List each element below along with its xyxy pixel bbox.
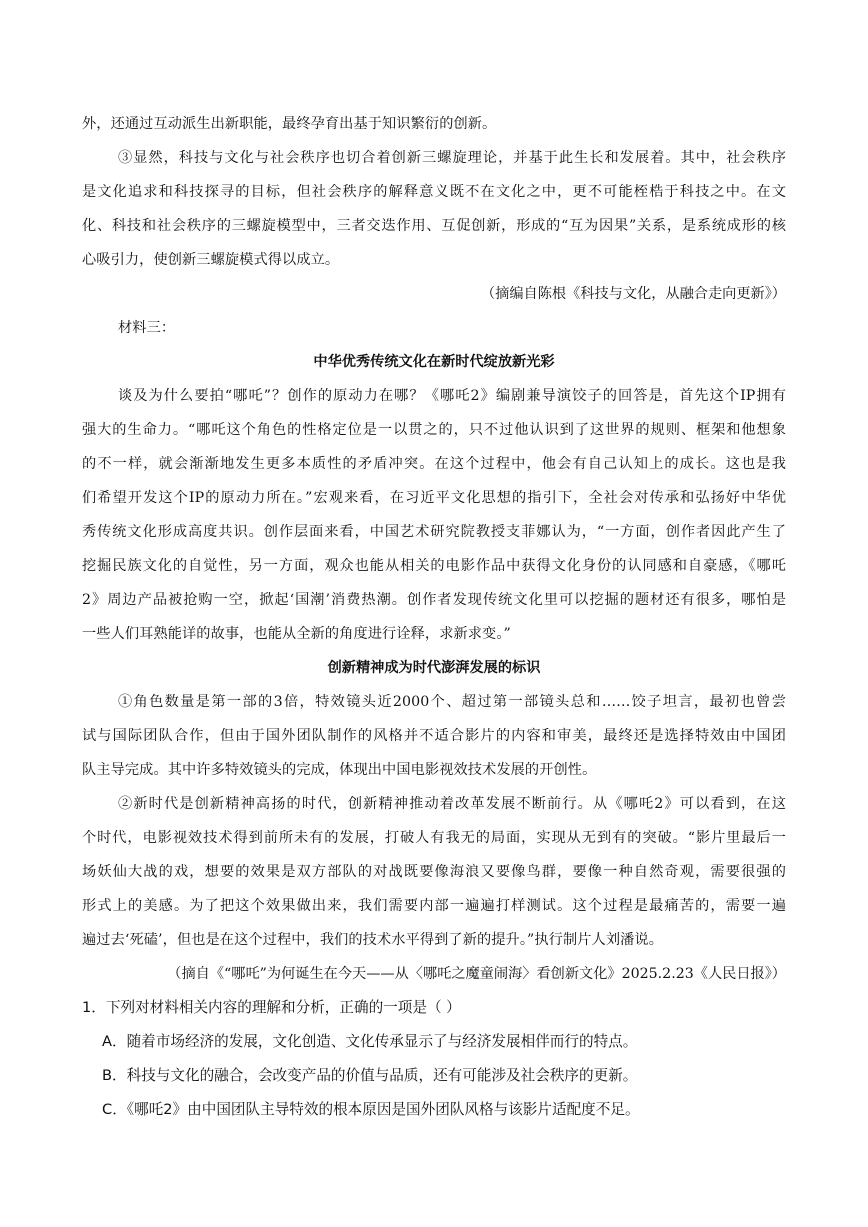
text-line: 形式上的美感。为了把这个效果做出来，我们需要内部一遍遍打样测试。这个过程是最痛苦的，需要一遍 <box>82 898 786 914</box>
text-line: 秀传统文化形成高度共识。创作层面来看，中国艺术研究院教授支菲娜认为，“一方面，创作者因此产生了 <box>82 524 786 540</box>
text-line: 场妖仙大战的戏，想要的效果是双方部队的对战既要像海浪又要像鸟群，要像一种自然奇观，需要很强的 <box>82 864 786 880</box>
section-heading: 创新精神成为时代澎湃发展的标识 <box>327 660 541 676</box>
text-line: 的不一样，就会渐渐地发生更多本质性的矛盾冲突。在这个过程中，他会有自己认知上的成长。这也是我 <box>82 456 786 472</box>
text-line: 是文化追求和科技探寻的目标，但社会秩序的解释意义既不在文化之中，更不可能桎梏于科技之中。在文 <box>82 184 786 200</box>
text-line: 个时代，电影视效技术得到前所未有的发展，打破人有我无的局面，实现从无到有的突破。“影片里最后一 <box>82 830 786 846</box>
text-line: ③显然，科技与文化与社会秩序也切合着创新三螺旋理论，并基于此生长和发展着。其中，社会秩序 <box>118 150 786 166</box>
text-line: 遍过去‘死磕’，但也是在这个过程中，我们的技术水平得到了新的提升。”执行制片人刘潘说。 <box>82 932 663 948</box>
text-line: 心吸引力，使创新三螺旋模式得以成立。 <box>82 252 340 268</box>
question-stem: 1．下列对材料相关内容的理解和分析，正确的一项是（ ） <box>82 999 461 1016</box>
source-citation: （摘编自陈根《科技与文化，从融合走向更新》） <box>480 286 786 302</box>
text-line: 化、科技和社会秩序的三螺旋模型中，三者交迭作用、互促创新，形成的“互为因果”关系，是系统成形的核 <box>82 218 786 234</box>
source-citation: （摘自《“哪吒”为何诞生在今天——从〈哪吒之魔童闹海〉看创新文化》2025.2.23《人民日报》） <box>167 966 786 982</box>
text-line: ②新时代是创新精神高扬的时代，创新精神推动着改革发展不断前行。从《哪吒2》可以看到，在这 <box>118 796 786 812</box>
option-b: B．科技与文化的融合，会改变产品的价值与品质，还有可能涉及社会秩序的更新。 <box>102 1067 638 1084</box>
material-label: 材料三： <box>118 320 176 336</box>
text-line: 队主导完成。其中许多特效镜头的完成，体现出中国电影视效技术发展的开创性。 <box>82 762 597 778</box>
text-line: 们希望开发这个IP的原动力所在。”宏观来看，在习近平文化思想的指引下，全社会对传承和弘扬好中华优 <box>82 490 786 506</box>
option-a: A．随着市场经济的发展，文化创造、文化传承显示了与经济发展相伴而行的特点。 <box>102 1033 638 1050</box>
text-line: ①角色数量是第一部的3倍，特效镜头近2000个、超过第一部镜头总和……饺子坦言，最初也曾尝 <box>118 694 786 710</box>
option-c: C．《哪吒2》由中国团队主导特效的根本原因是国外团队风格与该影片适配度不足。 <box>102 1101 640 1118</box>
text-line: 挖掘民族文化的自觉性，另一方面，观众也能从相关的电影作品中获得文化身份的认同感和自豪感，《哪吒 <box>82 558 786 574</box>
text-line: 一些人们耳熟能详的故事，也能从全新的角度进行诠释，求新求变。” <box>82 626 511 642</box>
text-line: 试与国际团队合作，但由于国外团队制作的风格并不适合影片的内容和审美，最终还是选择特效由中国团 <box>82 728 786 744</box>
text-line: 外，还通过互动派生出新职能，最终孕育出基于知识繁衍的创新。 <box>82 116 497 132</box>
text-line: 谈及为什么要拍“哪吒”？创作的原动力在哪？《哪吒2》编剧兼导演饺子的回答是，首先这个IP拥有 <box>118 388 786 404</box>
section-heading: 中华优秀传统文化在新时代绽放新光彩 <box>313 354 555 370</box>
text-line: 强大的生命力。“哪吒这个角色的性格定位是一以贯之的，只不过他认识到了这世界的规则、框架和他想象 <box>82 422 786 438</box>
text-line: 2》周边产品被抢购一空，掀起‘国潮’消费热潮。创作者发现传统文化里可以挖掘的题材还有很多，哪怕是 <box>82 592 786 608</box>
